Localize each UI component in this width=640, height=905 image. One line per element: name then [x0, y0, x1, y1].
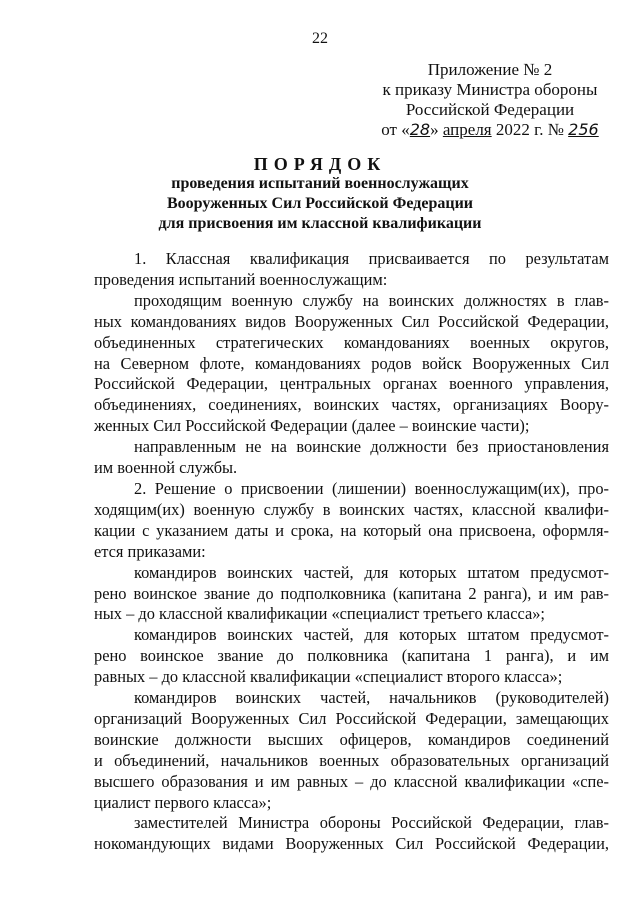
subtitle-line: Вооруженных Сил Российской Федерации — [166, 195, 474, 212]
text-line: направленным не на воинские должности без приостановления — [134, 437, 609, 457]
date-prefix: от « — [381, 120, 410, 139]
year-text: 2022 г. № — [491, 120, 569, 139]
document-subtitle — [0, 174, 640, 234]
text-line: 1. Классная квалификация присваивается по результатам — [134, 249, 609, 268]
text-line: и объединений, начальников военных образовательных организаций — [94, 750, 609, 770]
text-line: равных – до классной квалификации «специалист второго класса»; — [94, 667, 563, 687]
date-mid: » — [430, 120, 443, 139]
annex-line-1: Приложение № 2 — [427, 60, 553, 79]
text-line: 2. Решение о присвоении (лишении) военнослужащим(их), про- — [134, 478, 609, 498]
annex-block — [360, 60, 620, 140]
text-line: ных командованиях видов Вооруженных Сил Российской Федерации, — [94, 311, 609, 331]
handwritten-day: 28 — [409, 120, 431, 139]
text-line: ных – до классной квалификации «специалист третьего класса»; — [94, 604, 545, 624]
text-line: рено воинское звание до подполковника (капитана 2 ранга), и им рав- — [94, 583, 609, 603]
text-line: командиров воинских частей, начальников (руководителей) — [134, 688, 609, 708]
text-line: рено воинское звание до полковника (капитана 1 ранга), и им — [94, 646, 609, 666]
text-line: нокомандующих видами Вооруженных Сил Российской Федерации, — [94, 834, 609, 854]
text-line: проходящим военную службу на воинских должностях в глав- — [134, 290, 609, 310]
text-line: кации с указанием даты и срока, на который она присвоена, оформля- — [94, 520, 609, 540]
text-line: женных Сил Российской Федерации (далее – воинские части); — [94, 416, 530, 436]
text-line: командиров воинских частей, для которых штатом предусмот- — [134, 562, 609, 582]
text-line: проведения испытаний военнослужащим: — [94, 269, 388, 289]
text-line: на Северном флоте, командованиях родов войск Вооруженных Сил — [94, 353, 609, 373]
handwritten-number: 256 — [568, 120, 599, 139]
text-line: высшего образования и им равных – до классной квалификации «спе- — [94, 771, 609, 791]
subtitle-line: проведения испытаний военнослужащих — [171, 175, 469, 192]
annex-date-line — [360, 120, 620, 140]
subtitle-line: для присвоения им классной квалификации — [158, 215, 482, 232]
text-line: объединениях, соединениях, воинских частях, организациях Воору- — [94, 395, 609, 415]
month: апреля — [442, 120, 492, 139]
text-line: воинские должности высших офицеров, командиров соединений — [94, 729, 609, 749]
text-line: заместителей Министра обороны Российской Федерации, глав- — [134, 813, 609, 833]
text-line: организаций Вооруженных Сил Российской Федерации, замещающих — [94, 708, 609, 728]
page-number: 22 — [312, 30, 328, 47]
text-line: ется приказами: — [94, 541, 206, 561]
text-line: командиров воинских частей, для которых штатом предусмот- — [134, 625, 609, 645]
text-line: циалист первого класса»; — [94, 792, 272, 812]
annex-line-3: Российской Федерации — [405, 100, 575, 119]
text-line: объединенных стратегических командованиях военных округов, — [94, 332, 609, 352]
document-body — [94, 249, 609, 855]
text-line: Российской Федерации, центральных органах военного управления, — [94, 374, 609, 394]
text-line: им военной службы. — [94, 458, 238, 478]
annex-line-2: к приказу Министра обороны — [382, 80, 598, 99]
document-title: ПОРЯДОК — [253, 154, 387, 174]
text-line: ходящим(их) военную службу в воинских частях, классной квалифи- — [94, 499, 609, 519]
